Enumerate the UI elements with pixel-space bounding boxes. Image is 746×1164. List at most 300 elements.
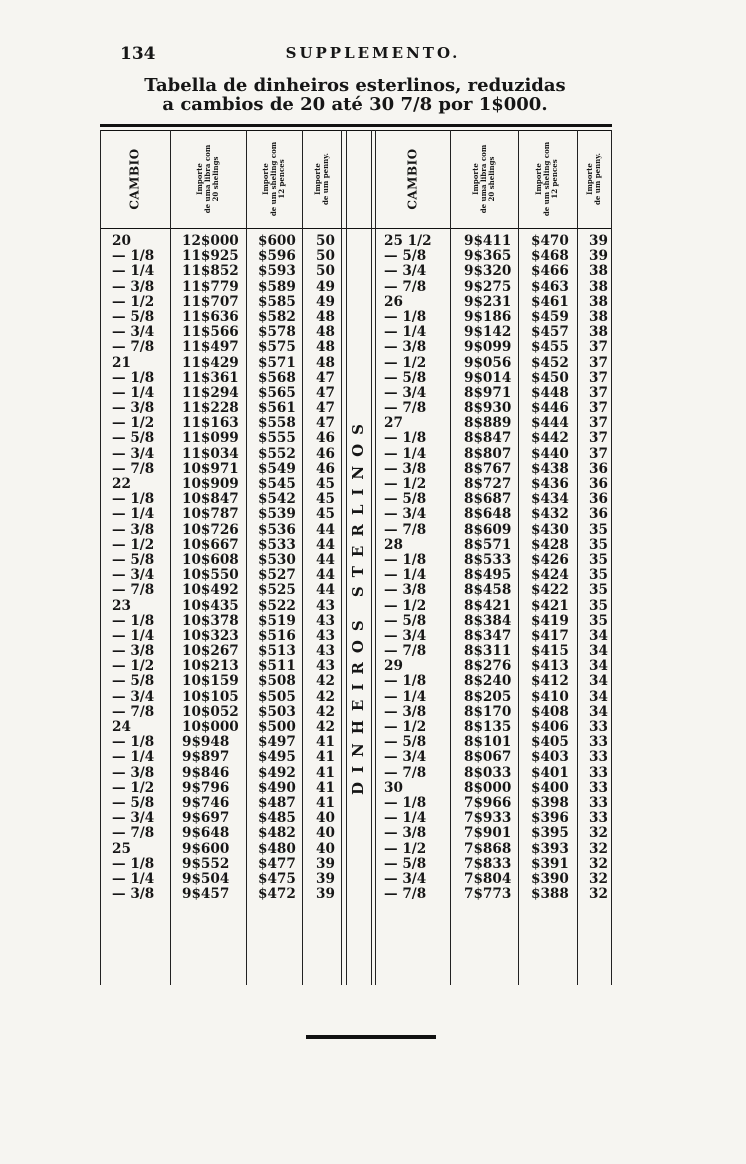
left-shilling-cell: $585 xyxy=(258,293,296,310)
right-penny-cell: 33 xyxy=(589,794,608,811)
left-libra-cell: 11$497 xyxy=(182,339,239,356)
right-shilling-cell: $424 xyxy=(531,567,569,584)
right-libra-cell: 9$365 xyxy=(464,248,512,265)
left-libra-cell: 11$163 xyxy=(182,415,239,432)
left-penny-cell: 41 xyxy=(316,764,335,781)
right-penny-cell: 37 xyxy=(589,445,608,462)
table-row xyxy=(0,826,746,841)
left-penny-cell: 39 xyxy=(316,855,335,872)
right-shilling-cell: $452 xyxy=(531,354,569,371)
right-shilling-cell: $400 xyxy=(531,779,569,796)
right-libra-cell: 7$773 xyxy=(464,886,512,903)
left-cambio-cell: — 5/8 xyxy=(112,430,155,447)
left-penny-cell: 41 xyxy=(316,779,335,796)
right-shilling-cell: $470 xyxy=(531,233,569,249)
right-libra-cell: 9$231 xyxy=(464,293,512,310)
left-shilling-cell: $511 xyxy=(258,658,296,675)
right-shilling-cell: $415 xyxy=(531,643,569,660)
left-shilling-cell: $495 xyxy=(258,749,296,766)
left-penny-cell: 42 xyxy=(316,673,335,690)
title-line-1: Tabella de dinheiros esterlinos, reduzidas xyxy=(144,75,566,96)
right-cambio-cell: — 1/2 xyxy=(384,476,427,492)
right-penny-cell: 35 xyxy=(589,612,608,629)
left-penny-cell: 44 xyxy=(316,521,335,538)
table-row xyxy=(0,811,746,826)
left-libra-cell: 10$435 xyxy=(182,597,239,614)
right-cambio-cell: — 5/8 xyxy=(384,369,427,386)
right-cambio-cell: — 7/8 xyxy=(384,278,427,295)
right-shilling-cell: $401 xyxy=(531,764,569,781)
left-penny-cell: 50 xyxy=(316,233,335,249)
left-shilling-cell: $527 xyxy=(258,567,296,584)
right-penny-cell: 37 xyxy=(589,339,608,356)
left-penny-cell: 46 xyxy=(316,460,335,477)
right-cambio-cell: — 1/2 xyxy=(384,597,427,614)
right-libra-cell: 8$347 xyxy=(464,627,512,644)
table-row xyxy=(0,674,746,689)
left-cambio-cell: — 1/4 xyxy=(112,263,155,280)
right-penny-cell: 39 xyxy=(589,248,608,265)
right-cambio-cell: — 5/8 xyxy=(384,491,427,508)
left-cambio-cell: — 1/2 xyxy=(112,536,155,553)
right-shilling-cell: $428 xyxy=(531,536,569,553)
right-libra-cell: 8$240 xyxy=(464,673,512,690)
left-libra-cell: 10$909 xyxy=(182,476,239,492)
table-row xyxy=(0,325,746,340)
left-shilling-cell: $480 xyxy=(258,840,296,857)
right-cambio-cell: — 1/8 xyxy=(384,308,427,325)
left-penny-cell: 39 xyxy=(316,886,335,903)
table-row xyxy=(0,842,746,857)
left-penny-cell: 42 xyxy=(316,703,335,720)
table-row xyxy=(0,781,746,796)
left-shilling-cell: $565 xyxy=(258,384,296,401)
right-cambio-cell: — 7/8 xyxy=(384,764,427,781)
right-cambio-cell: — 5/8 xyxy=(384,612,427,629)
table-row xyxy=(0,796,746,811)
left-shilling-cell: $472 xyxy=(258,886,296,903)
table-row xyxy=(0,492,746,507)
left-shilling-cell: $516 xyxy=(258,627,296,644)
right-cambio-cell: 29 xyxy=(384,658,403,675)
left-cambio-cell: — 1/2 xyxy=(112,415,155,432)
left-cambio-cell: — 3/4 xyxy=(112,445,155,462)
right-penny-cell: 38 xyxy=(589,324,608,341)
right-libra-cell: 8$421 xyxy=(464,597,512,614)
right-penny-cell: 37 xyxy=(589,354,608,371)
right-penny-cell: 37 xyxy=(589,369,608,386)
right-cambio-cell: — 1/8 xyxy=(384,430,427,447)
left-cambio-cell: — 5/8 xyxy=(112,308,155,325)
left-shilling-cell: $558 xyxy=(258,415,296,432)
left-libra-cell: 11$361 xyxy=(182,369,239,386)
right-libra-cell: 9$320 xyxy=(464,263,512,280)
right-libra-cell: 8$101 xyxy=(464,734,512,751)
left-cambio-cell: — 5/8 xyxy=(112,794,155,811)
left-shilling-cell: $589 xyxy=(258,278,296,295)
right-shilling-cell: $393 xyxy=(531,840,569,857)
right-cambio-cell: — 7/8 xyxy=(384,521,427,538)
left-shilling-cell: $593 xyxy=(258,263,296,280)
left-shilling-cell: $487 xyxy=(258,794,296,811)
right-shilling-cell: $457 xyxy=(531,324,569,341)
right-shilling-cell: $422 xyxy=(531,582,569,599)
left-penny-cell: 48 xyxy=(316,308,335,325)
table-row xyxy=(0,477,746,492)
right-cambio-cell: — 3/8 xyxy=(384,582,427,599)
table-row xyxy=(0,568,746,583)
left-cambio-cell: 25 xyxy=(112,840,131,857)
right-penny-cell: 34 xyxy=(589,703,608,720)
right-shilling-cell: $450 xyxy=(531,369,569,386)
left-cambio-cell: — 3/8 xyxy=(112,643,155,660)
right-shilling-cell: $410 xyxy=(531,688,569,705)
right-shilling-cell: $432 xyxy=(531,506,569,523)
left-shilling-cell: $596 xyxy=(258,248,296,265)
left-libra-cell: 10$267 xyxy=(182,643,239,660)
right-cambio-cell: — 3/8 xyxy=(384,703,427,720)
right-libra-cell: 8$276 xyxy=(464,658,512,675)
left-libra-cell: 10$787 xyxy=(182,506,239,523)
right-cambio-cell: — 3/4 xyxy=(384,749,427,766)
right-shilling-cell: $408 xyxy=(531,703,569,720)
left-cambio-cell: — 3/8 xyxy=(112,278,155,295)
table-row xyxy=(0,872,746,887)
left-shilling-cell: $508 xyxy=(258,673,296,690)
left-shilling-cell: $492 xyxy=(258,764,296,781)
left-cambio-cell: — 1/4 xyxy=(112,749,155,766)
right-libra-cell: 8$533 xyxy=(464,551,512,568)
right-cambio-cell: — 1/8 xyxy=(384,794,427,811)
right-libra-cell: 8$847 xyxy=(464,430,512,447)
left-shilling-cell: $561 xyxy=(258,400,296,417)
header-rule xyxy=(100,228,612,229)
left-shilling-cell: $542 xyxy=(258,491,296,508)
right-libra-cell: 8$727 xyxy=(464,476,512,492)
left-cambio-cell: — 1/8 xyxy=(112,855,155,872)
right-cambio-cell: — 3/8 xyxy=(384,339,427,356)
left-cambio-cell: — 3/8 xyxy=(112,886,155,903)
right-libra-cell: 8$033 xyxy=(464,764,512,781)
left-shilling-cell: $477 xyxy=(258,855,296,872)
left-penny-cell: 40 xyxy=(316,840,335,857)
right-cambio-cell: — 5/8 xyxy=(384,734,427,751)
left-cambio-cell: — 1/4 xyxy=(112,870,155,887)
left-shilling-cell: $522 xyxy=(258,597,296,614)
table-row xyxy=(0,401,746,416)
header-penny-left: Importe de um penny. xyxy=(312,153,330,205)
table-row xyxy=(0,538,746,553)
right-shilling-cell: $459 xyxy=(531,308,569,325)
left-cambio-cell: — 1/8 xyxy=(112,491,155,508)
right-penny-cell: 34 xyxy=(589,688,608,705)
table-row xyxy=(0,690,746,705)
right-libra-cell: 7$966 xyxy=(464,794,512,811)
right-cambio-cell: — 1/2 xyxy=(384,354,427,371)
left-libra-cell: 10$667 xyxy=(182,536,239,553)
right-cambio-cell: — 5/8 xyxy=(384,248,427,265)
right-shilling-cell: $430 xyxy=(531,521,569,538)
right-penny-cell: 38 xyxy=(589,293,608,310)
left-cambio-cell: — 3/8 xyxy=(112,400,155,417)
right-shilling-cell: $461 xyxy=(531,293,569,310)
left-penny-cell: 46 xyxy=(316,445,335,462)
table-row xyxy=(0,431,746,446)
left-penny-cell: 49 xyxy=(316,293,335,310)
left-shilling-cell: $490 xyxy=(258,779,296,796)
right-libra-cell: 8$767 xyxy=(464,460,512,477)
right-libra-cell: 9$099 xyxy=(464,339,512,356)
table-row xyxy=(0,310,746,325)
table-row xyxy=(0,553,746,568)
left-shilling-cell: $533 xyxy=(258,536,296,553)
right-libra-cell: 8$067 xyxy=(464,749,512,766)
left-shilling-cell: $536 xyxy=(258,521,296,538)
left-cambio-cell: — 1/8 xyxy=(112,612,155,629)
left-shilling-cell: $497 xyxy=(258,734,296,751)
table-row xyxy=(0,386,746,401)
header-cambio-right: CAMBIO xyxy=(405,148,420,210)
right-cambio-cell: 30 xyxy=(384,779,403,796)
right-libra-cell: 8$971 xyxy=(464,384,512,401)
right-shilling-cell: $468 xyxy=(531,248,569,265)
left-libra-cell: 10$492 xyxy=(182,582,239,599)
table-row xyxy=(0,462,746,477)
left-penny-cell: 40 xyxy=(316,810,335,827)
right-cambio-cell: — 1/4 xyxy=(384,324,427,341)
header-cambio-left: CAMBIO xyxy=(127,148,142,210)
left-penny-cell: 41 xyxy=(316,794,335,811)
right-shilling-cell: $396 xyxy=(531,810,569,827)
right-libra-cell: 7$868 xyxy=(464,840,512,857)
right-shilling-cell: $455 xyxy=(531,339,569,356)
right-penny-cell: 35 xyxy=(589,567,608,584)
left-cambio-cell: — 1/4 xyxy=(112,384,155,401)
left-cambio-cell: 21 xyxy=(112,354,131,371)
table-row xyxy=(0,416,746,431)
left-shilling-cell: $500 xyxy=(258,719,296,735)
right-shilling-cell: $398 xyxy=(531,794,569,811)
left-cambio-cell: — 1/4 xyxy=(112,627,155,644)
left-libra-cell: 10$847 xyxy=(182,491,239,508)
right-shilling-cell: $466 xyxy=(531,263,569,280)
right-penny-cell: 37 xyxy=(589,415,608,432)
table-row xyxy=(0,857,746,872)
left-shilling-cell: $519 xyxy=(258,612,296,629)
right-penny-cell: 35 xyxy=(589,536,608,553)
right-cambio-cell: — 1/4 xyxy=(384,567,427,584)
table-row xyxy=(0,887,746,902)
right-libra-cell: 9$142 xyxy=(464,324,512,341)
right-libra-cell: 7$833 xyxy=(464,855,512,872)
left-penny-cell: 48 xyxy=(316,354,335,371)
left-shilling-cell: $571 xyxy=(258,354,296,371)
right-penny-cell: 34 xyxy=(589,673,608,690)
left-penny-cell: 42 xyxy=(316,688,335,705)
table-row xyxy=(0,644,746,659)
left-cambio-cell: — 7/8 xyxy=(112,825,155,842)
left-penny-cell: 44 xyxy=(316,551,335,568)
right-shilling-cell: $390 xyxy=(531,870,569,887)
right-penny-cell: 33 xyxy=(589,764,608,781)
left-penny-cell: 43 xyxy=(316,643,335,660)
left-libra-cell: 10$550 xyxy=(182,567,239,584)
left-libra-cell: 9$697 xyxy=(182,810,230,827)
left-libra-cell: 10$159 xyxy=(182,673,239,690)
right-shilling-cell: $440 xyxy=(531,445,569,462)
right-cambio-cell: — 7/8 xyxy=(384,886,427,903)
right-cambio-cell: — 3/4 xyxy=(384,506,427,523)
title-line-2: a cambios de 20 até 30 7/8 por 1$000. xyxy=(162,94,548,115)
right-cambio-cell: — 3/4 xyxy=(384,870,427,887)
right-penny-cell: 36 xyxy=(589,460,608,477)
right-penny-cell: 36 xyxy=(589,506,608,523)
right-cambio-cell: — 1/2 xyxy=(384,719,427,735)
left-cambio-cell: — 3/8 xyxy=(112,521,155,538)
left-libra-cell: 10$052 xyxy=(182,703,239,720)
left-shilling-cell: $530 xyxy=(258,551,296,568)
left-cambio-cell: — 5/8 xyxy=(112,673,155,690)
left-cambio-cell: 22 xyxy=(112,476,131,492)
left-cambio-cell: — 3/4 xyxy=(112,324,155,341)
left-libra-cell: 10$726 xyxy=(182,521,239,538)
top-rule-thin xyxy=(100,130,612,131)
right-shilling-cell: $405 xyxy=(531,734,569,751)
left-libra-cell: 11$228 xyxy=(182,400,239,417)
left-libra-cell: 9$846 xyxy=(182,764,230,781)
table-row xyxy=(0,659,746,674)
left-cambio-cell: — 1/2 xyxy=(112,779,155,796)
left-penny-cell: 48 xyxy=(316,324,335,341)
left-libra-cell: 10$323 xyxy=(182,627,239,644)
left-cambio-cell: — 3/4 xyxy=(112,810,155,827)
table-row xyxy=(0,371,746,386)
table-row xyxy=(0,249,746,264)
left-penny-cell: 41 xyxy=(316,749,335,766)
right-cambio-cell: — 1/8 xyxy=(384,551,427,568)
right-shilling-cell: $412 xyxy=(531,673,569,690)
right-cambio-cell: 28 xyxy=(384,536,403,553)
right-shilling-cell: $403 xyxy=(531,749,569,766)
table-row xyxy=(0,750,746,765)
left-cambio-cell: — 1/8 xyxy=(112,248,155,265)
right-shilling-cell: $395 xyxy=(531,825,569,842)
left-libra-cell: 11$636 xyxy=(182,308,239,325)
left-libra-cell: 9$746 xyxy=(182,794,230,811)
right-cambio-cell: 26 xyxy=(384,293,403,310)
right-libra-cell: 8$495 xyxy=(464,567,512,584)
table-row xyxy=(0,295,746,310)
right-penny-cell: 32 xyxy=(589,886,608,903)
bottom-rule xyxy=(306,1035,436,1039)
right-penny-cell: 37 xyxy=(589,384,608,401)
left-penny-cell: 41 xyxy=(316,734,335,751)
left-cambio-cell: — 1/4 xyxy=(112,506,155,523)
table-row xyxy=(0,629,746,644)
left-shilling-cell: $503 xyxy=(258,703,296,720)
right-cambio-cell: 27 xyxy=(384,415,403,432)
right-cambio-cell: — 3/8 xyxy=(384,460,427,477)
left-penny-cell: 45 xyxy=(316,491,335,508)
left-cambio-cell: — 7/8 xyxy=(112,339,155,356)
right-penny-cell: 38 xyxy=(589,278,608,295)
table-row xyxy=(0,523,746,538)
left-shilling-cell: $545 xyxy=(258,476,296,492)
left-shilling-cell: $485 xyxy=(258,810,296,827)
right-libra-cell: 8$000 xyxy=(464,779,512,796)
left-libra-cell: 10$213 xyxy=(182,658,239,675)
left-penny-cell: 40 xyxy=(316,825,335,842)
right-shilling-cell: $413 xyxy=(531,658,569,675)
left-libra-cell: 11$779 xyxy=(182,278,239,295)
left-penny-cell: 42 xyxy=(316,719,335,735)
right-libra-cell: 8$170 xyxy=(464,703,512,720)
right-libra-cell: 8$889 xyxy=(464,415,512,432)
right-libra-cell: 7$804 xyxy=(464,870,512,887)
table-row xyxy=(0,447,746,462)
left-penny-cell: 49 xyxy=(316,278,335,295)
right-penny-cell: 38 xyxy=(589,308,608,325)
running-head: SUPPLEMENTO. xyxy=(285,44,461,62)
right-cambio-cell: — 3/4 xyxy=(384,627,427,644)
left-shilling-cell: $513 xyxy=(258,643,296,660)
left-libra-cell: 11$429 xyxy=(182,354,239,371)
left-penny-cell: 48 xyxy=(316,339,335,356)
right-shilling-cell: $436 xyxy=(531,476,569,492)
right-libra-cell: 9$411 xyxy=(464,233,512,249)
right-libra-cell: 8$311 xyxy=(464,643,512,660)
right-penny-cell: 37 xyxy=(589,430,608,447)
header-libra-right: Importe de uma libra com 20 shelings xyxy=(471,144,496,214)
right-penny-cell: 37 xyxy=(589,400,608,417)
right-penny-cell: 32 xyxy=(589,825,608,842)
left-libra-cell: 9$648 xyxy=(182,825,230,842)
table-row xyxy=(0,280,746,295)
right-cambio-cell: — 1/2 xyxy=(384,840,427,857)
left-libra-cell: 10$608 xyxy=(182,551,239,568)
right-libra-cell: 7$933 xyxy=(464,810,512,827)
left-cambio-cell: — 5/8 xyxy=(112,551,155,568)
left-libra-cell: 11$566 xyxy=(182,324,239,341)
left-libra-cell: 9$796 xyxy=(182,779,230,796)
left-libra-cell: 12$000 xyxy=(182,233,239,249)
right-shilling-cell: $417 xyxy=(531,627,569,644)
page-number: 134 xyxy=(120,44,156,64)
right-libra-cell: 9$186 xyxy=(464,308,512,325)
left-shilling-cell: $539 xyxy=(258,506,296,523)
table-row xyxy=(0,234,746,249)
right-libra-cell: 8$384 xyxy=(464,612,512,629)
right-penny-cell: 35 xyxy=(589,521,608,538)
right-cambio-cell: 25 1/2 xyxy=(384,233,432,249)
right-cambio-cell: — 7/8 xyxy=(384,643,427,660)
left-penny-cell: 43 xyxy=(316,597,335,614)
left-libra-cell: 11$034 xyxy=(182,445,239,462)
left-shilling-cell: $482 xyxy=(258,825,296,842)
left-libra-cell: 9$948 xyxy=(182,734,230,751)
left-libra-cell: 10$378 xyxy=(182,612,239,629)
right-libra-cell: 8$609 xyxy=(464,521,512,538)
right-penny-cell: 32 xyxy=(589,840,608,857)
left-shilling-cell: $552 xyxy=(258,445,296,462)
left-shilling-cell: $525 xyxy=(258,582,296,599)
left-penny-cell: 50 xyxy=(316,263,335,280)
right-penny-cell: 36 xyxy=(589,491,608,508)
left-libra-cell: 11$707 xyxy=(182,293,239,310)
right-shilling-cell: $463 xyxy=(531,278,569,295)
left-libra-cell: 11$294 xyxy=(182,384,239,401)
right-libra-cell: 8$205 xyxy=(464,688,512,705)
